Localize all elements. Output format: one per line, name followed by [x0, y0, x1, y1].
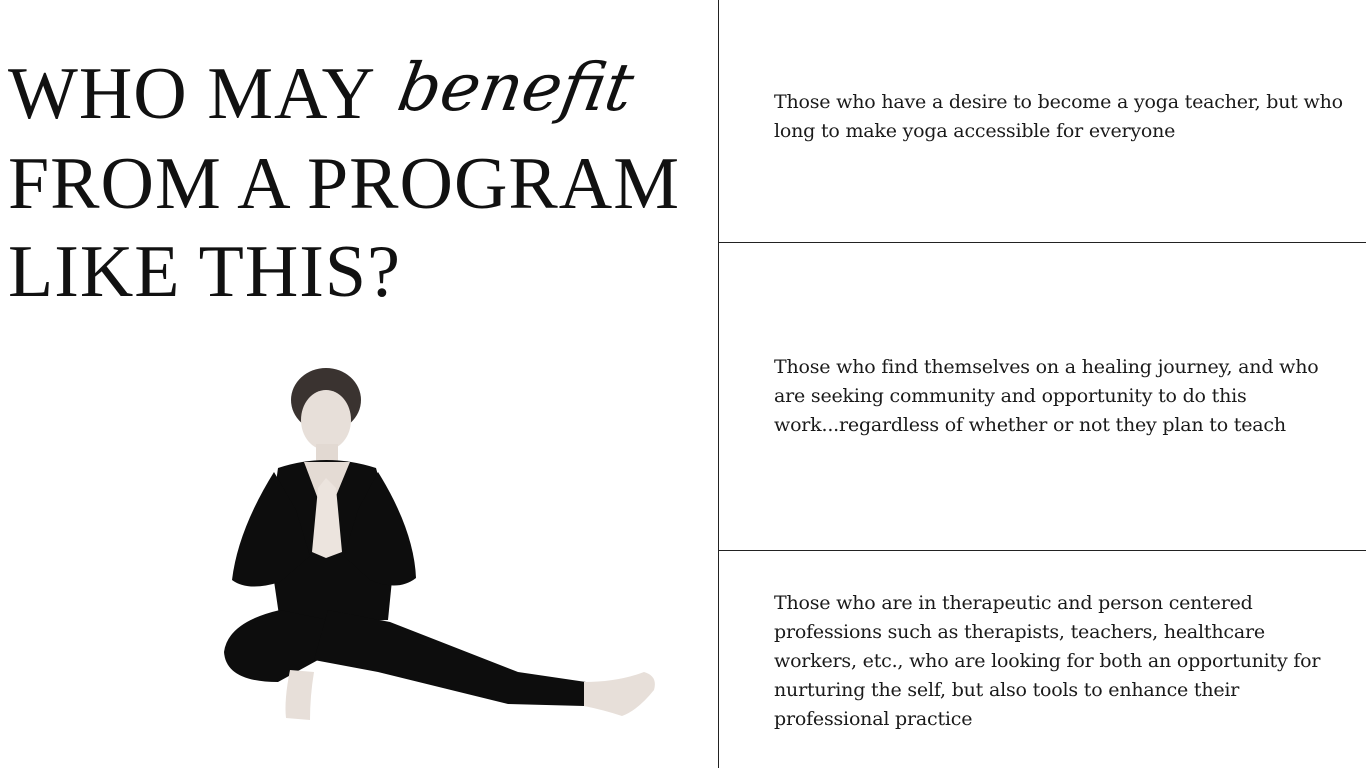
title-part-1: WHO MAY: [8, 53, 374, 135]
figure-right-foot: [584, 672, 655, 716]
figure-left-foot: [286, 670, 315, 720]
audience-item-professionals: Those who are in therapeutic and person centered professions such as therapists, teachers, healthcare workers, etc., who are looking for both an opportunity for nurturing the self, but also tools to enhance their professional practice: [774, 592, 1321, 730]
audience-item-aspiring-teachers: Those who have a desire to become a yoga teacher, but who long to make yoga accessible for everyone: [774, 91, 1343, 142]
row-divider-1: [718, 242, 1366, 243]
title-line-1: [8, 50, 680, 140]
figure-extended-leg: [314, 610, 586, 706]
yoga-pose-photo: [218, 360, 668, 730]
title-line-2: FROM A PROGRAM: [8, 143, 681, 225]
title-line-3: LIKE THIS?: [8, 231, 401, 313]
audience-item-healing-journey: Those who find themselves on a healing journey, and who are seeking community and opportunity to do this work...regardless of whether or not they plan to teach: [774, 356, 1319, 436]
page-title: [8, 50, 680, 316]
figure-face: [301, 390, 351, 450]
row-divider-2: [718, 550, 1366, 551]
vertical-divider: [718, 0, 719, 768]
title-script-word: benefit: [392, 49, 640, 126]
